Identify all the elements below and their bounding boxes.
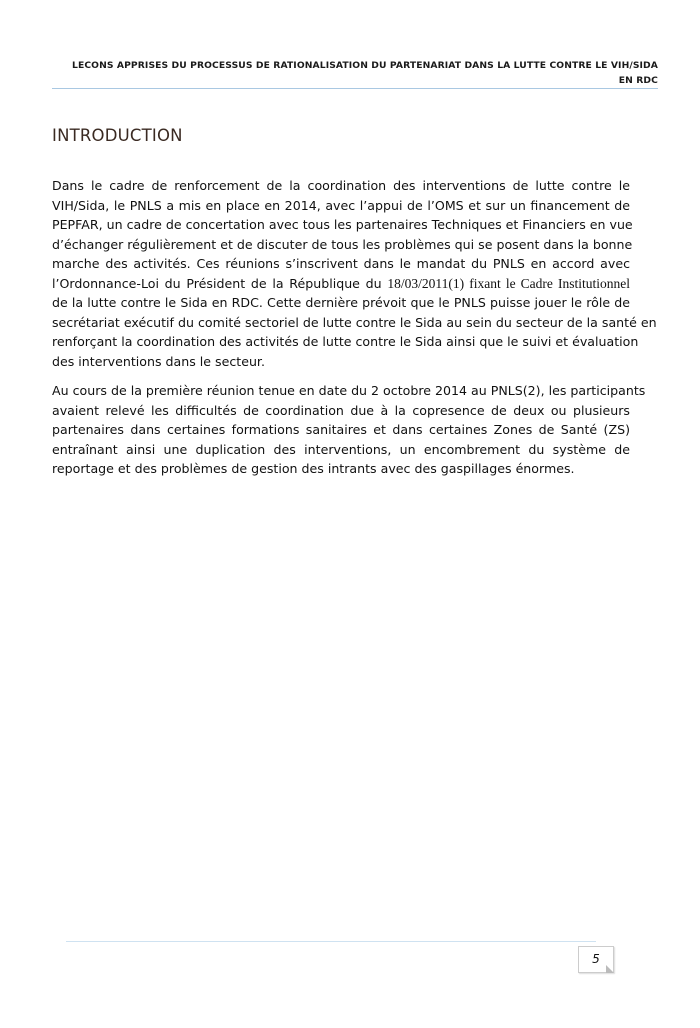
header-line-2: EN RDC [618,75,658,86]
text-line: renforçant la coordination des activités de lutte contre le Sida ainsi que le suivi et évaluation [52,334,639,349]
text-line: de la lutte contre le Sida en RDC. Cette dernière prévoit que le PNLS puisse jouer le rôle de [52,295,630,310]
paragraph-1 [52,176,657,371]
text-line: Au cours de la première réunion tenue en date du 2 octobre 2014 au PNLS(2), les participants [52,383,646,398]
header-divider [52,88,658,89]
text-line: reportage et des problèmes de gestion des intrants avec des gaspillages énormes. [52,461,575,476]
text-line [52,274,630,294]
page-number: 5 [592,952,600,966]
text-line: avaient relevé les difficultés de coordination due à la copresence de deux ou plusieurs [52,402,630,418]
header-line-1: LECONS APPRISES DU PROCESSUS DE RATIONALISATION DU PARTENARIAT DANS LA LUTTE CONTRE LE VIH/SIDA [71,60,658,71]
text-line: marche des activités. Ces réunions s’inscrivent dans le mandat du PNLS en accord avec [52,256,630,271]
section-title: INTRODUCTION [52,126,183,145]
page-number-box [578,946,614,973]
text-line: d’échanger régulièrement et de discuter de tous les problèmes qui se posent dans la bonne [52,236,633,252]
text-line: Dans le cadre de renforcement de la coordination des interventions de lutte contre le [52,178,630,193]
text-line: entraînant ainsi une duplication des interventions, un encombrement du système de [52,441,630,457]
text-line: PEPFAR, un cadre de concertation avec tous les partenaires Techniques et Financiers en vue [52,217,633,232]
text-line: secrétariat exécutif du comité sectoriel de lutte contre le Sida au sein du secteur de la santé en [52,314,657,330]
citation-segment: 18/03/2011(1) fixant le Cadre Institutionnel [387,275,631,291]
running-header [52,58,658,88]
text-line: des interventions dans le secteur. [52,353,265,369]
paragraph-2 [52,381,646,479]
footer-divider [66,941,596,942]
text-segment: l’Ordonnance-Loi du Président de la République du [52,275,388,291]
page-curl-icon [606,965,614,973]
text-line: VIH/Sida, le PNLS a mis en place en 2014, avec l’appui de l’OMS et sur un financement de [52,197,630,213]
text-line: partenaires dans certaines formations sanitaires et dans certaines Zones de Santé (ZS) [52,422,630,437]
